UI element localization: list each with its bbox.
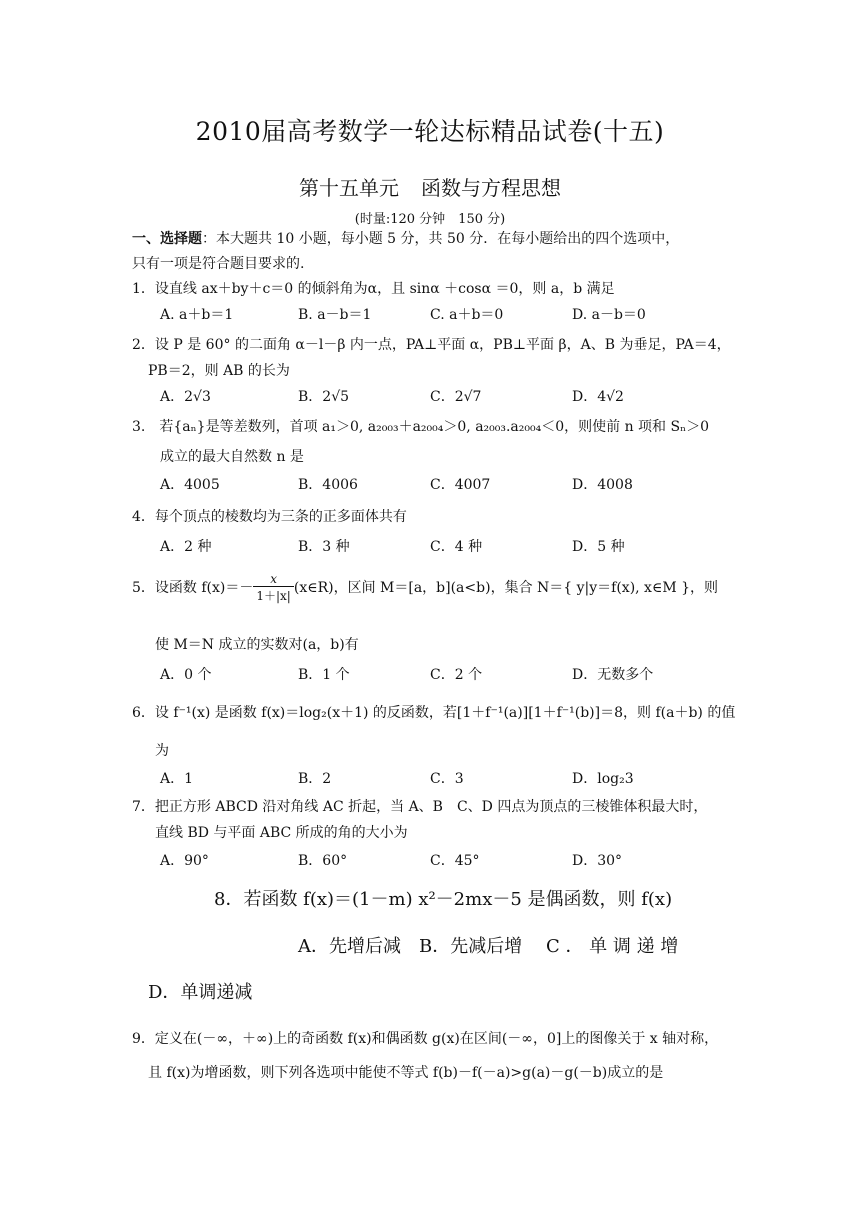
time-score: (时量:120 分钟 150 分)	[354, 212, 506, 227]
q4-option-d: D．5 种	[572, 539, 625, 555]
q5-stem-1	[132, 572, 718, 604]
section-head: 一、选择题	[132, 231, 202, 247]
q5-stem-post: (x∈R)，区间 M＝[a，b](a<b)，集合 N＝{ y|y＝f(x), x∈M }，则	[293, 580, 719, 596]
exam-title: 2010届高考数学一轮达标精品试卷(十五)	[195, 117, 665, 146]
q5-fraction-denominator: 1＋|x|	[256, 589, 291, 603]
q4-stem: 4．每个顶点的棱数均为三条的正多面体共有	[132, 509, 407, 525]
q6-option-c: C．3	[430, 771, 464, 787]
q2-option-a: A．2√3	[160, 389, 211, 405]
q6-stem-2: 为	[155, 743, 169, 759]
q2-option-b: B．2√5	[298, 389, 350, 405]
section-desc-2: 只有一项是符合题目要求的.	[132, 256, 305, 272]
q6-option-d: D．log₂3	[572, 771, 634, 787]
q5-option-a: A．0 个	[160, 667, 212, 683]
q3-option-d: D．4008	[572, 477, 633, 493]
q5-option-b: B．1 个	[298, 667, 350, 683]
q4-option-b: B．3 种	[298, 539, 350, 555]
q9-stem-1: 9．定义在(－∞，＋∞)上的奇函数 f(x)和偶函数 g(x)在区间(－∞，0]上的图像关于 x 轴对称，	[132, 1031, 719, 1047]
q5-stem-pre: 5．设函数 f(x)＝－	[132, 580, 254, 596]
q5-fraction-numerator: x	[253, 572, 294, 587]
q2-option-c: C．2√7	[430, 389, 482, 405]
q5-fraction	[253, 572, 294, 604]
q9-stem-2: 且 f(x)为增函数，则下列各选项中能使不等式 f(b)－f(－a)>g(a)－g(－b)成立的是	[148, 1065, 664, 1081]
q1-option-a: A. a＋b＝1	[160, 307, 234, 323]
q8-options-line: A．先增后减 B．先减后增 C ． 单 调 递 增	[298, 936, 679, 957]
q5-option-c: C．2 个	[430, 667, 483, 683]
q7-option-d: D．30°	[572, 853, 623, 869]
q3-option-a: A．4005	[160, 477, 220, 493]
unit-name: 第十五单元	[299, 176, 399, 200]
q5-stem-2: 使 M＝N 成立的实数对(a，b)有	[155, 637, 359, 653]
q2-stem-1: 2．设 P 是 60° 的二面角 α－l－β 内一点，PA⊥平面 α，PB⊥平面 β，A、B 为垂足，PA＝4，	[132, 337, 731, 353]
unit-heading	[0, 172, 860, 201]
section-desc-1: ：本大题共 10 小题，每小题 5 分，共 50 分．在每小题给出的四个选项中，	[202, 231, 680, 247]
q7-option-a: A．90°	[160, 853, 209, 869]
q6-stem-1: 6．设 f⁻¹(x) 是函数 f(x)＝log₂(x＋1) 的反函数，若[1＋f⁻¹(a)][1＋f⁻¹(b)]＝8，则 f(a＋b) 的值	[132, 705, 736, 721]
q4-option-a: A．2 种	[160, 539, 212, 555]
q1-stem: 1．设直线 ax＋by＋c＝0 的倾斜角为α，且 sinα ＋cosα ＝0，则 a，b 满足	[132, 281, 615, 297]
q1-option-b: B. a－b＝1	[298, 307, 372, 323]
q3-option-c: C．4007	[430, 477, 491, 493]
q6-option-a: A．1	[160, 771, 194, 787]
q1-option-c: C. a＋b＝0	[430, 307, 504, 323]
q3-stem-1: 3. 若{aₙ}是等差数列，首项 a₁＞0, a₂₀₀₃＋a₂₀₀₄＞0, a₂₀₀₃.a₂₀₀₄＜0，则使前 n 项和 Sₙ＞0	[132, 419, 710, 435]
q3-option-b: B．4006	[298, 477, 358, 493]
q3-stem-2: 成立的最大自然数 n 是	[160, 449, 304, 465]
q2-stem-2: PB＝2，则 AB 的长为	[148, 363, 290, 379]
unit-topic: 函数与方程思想	[421, 176, 561, 200]
q8-option-d: D．单调递减	[148, 982, 253, 1003]
q2-option-d: D．4√2	[572, 389, 624, 405]
section-intro	[132, 228, 679, 248]
q4-option-c: C．4 种	[430, 539, 483, 555]
q8-stem: 8．若函数 f(x)＝(1－m) x²－2mx－5 是偶函数，则 f(x)	[214, 889, 673, 910]
q7-option-b: B．60°	[298, 853, 348, 869]
q7-option-c: C．45°	[430, 853, 480, 869]
q5-option-d: D．无数多个	[572, 667, 654, 683]
q6-option-b: B．2	[298, 771, 332, 787]
q7-stem-1: 7．把正方形 ABCD 沿对角线 AC 折起，当 A、B C、D 四点为顶点的三棱锥体积最大时，	[132, 799, 708, 815]
q7-stem-2: 直线 BD 与平面 ABC 所成的角的大小为	[155, 825, 408, 841]
q1-option-d: D. a－b＝0	[572, 307, 646, 323]
